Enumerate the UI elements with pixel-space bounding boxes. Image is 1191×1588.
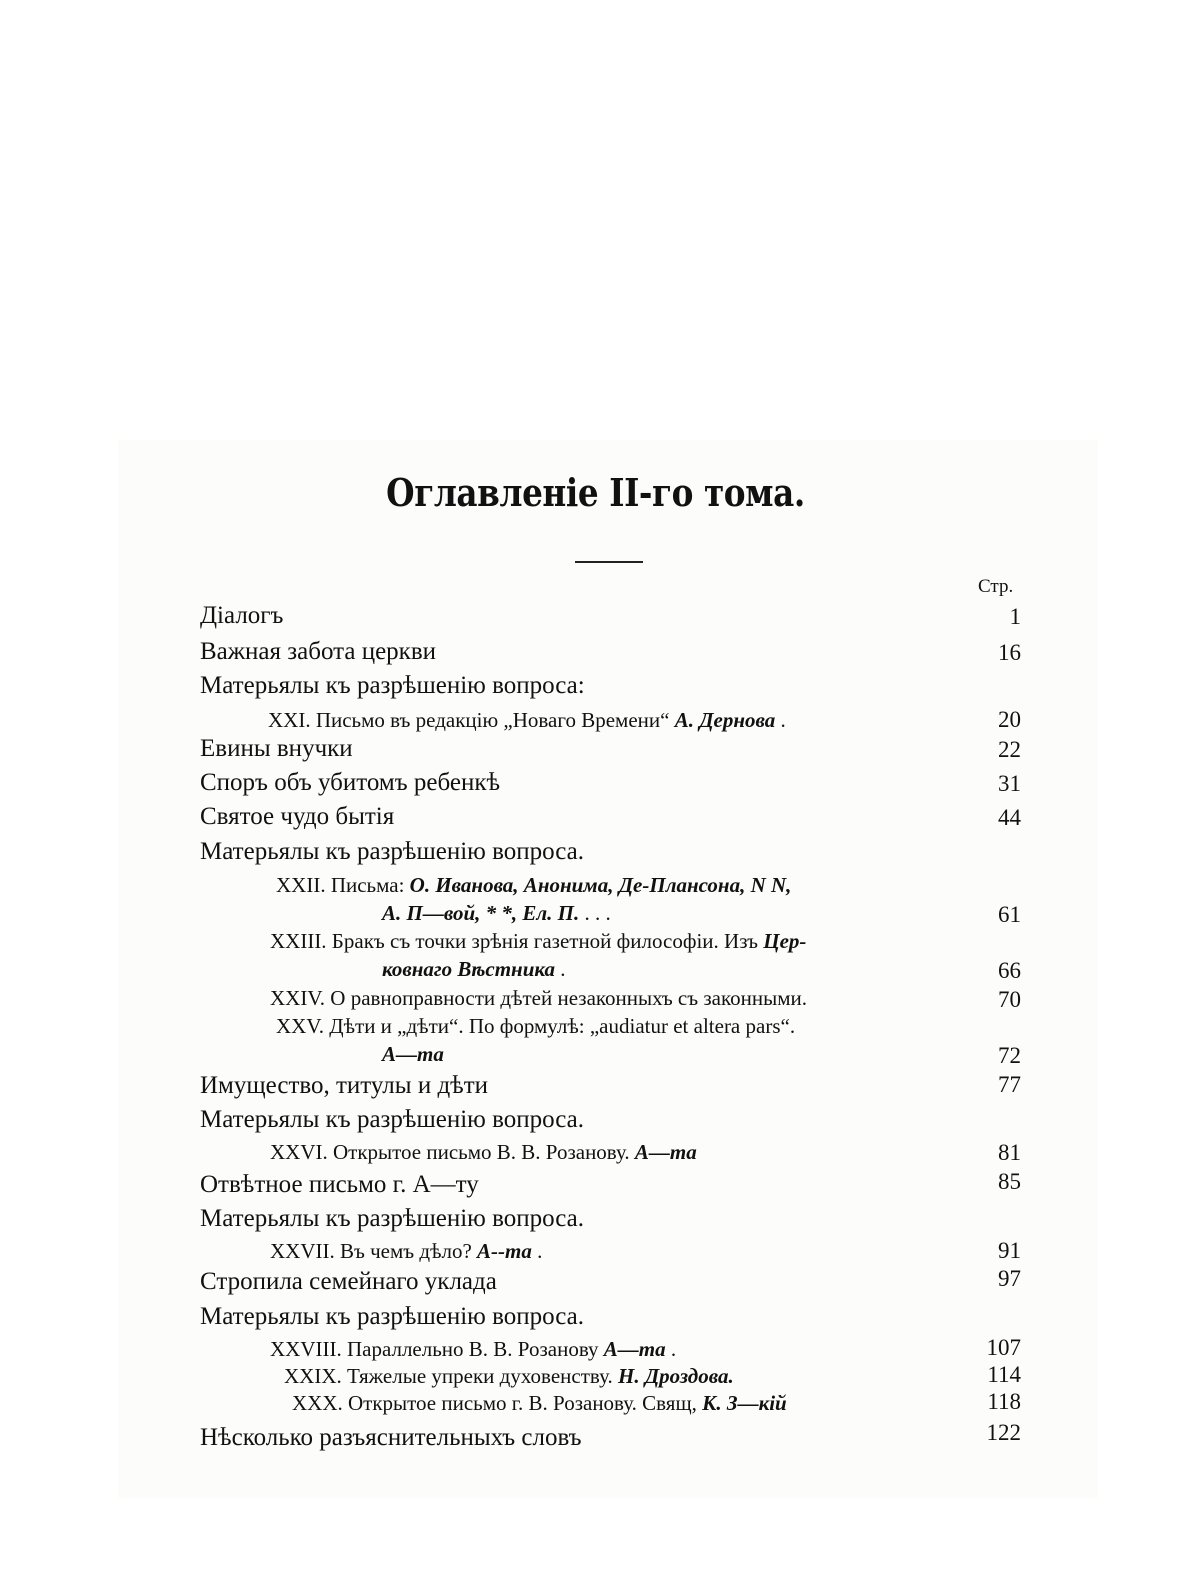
author: А—та xyxy=(382,1042,444,1066)
toc-page-number: 22 xyxy=(998,737,1021,762)
toc-page-number: 20 xyxy=(998,707,1021,732)
toc-page-number: 70 xyxy=(998,987,1021,1012)
toc-entry: Стропила семейнаго уклада xyxy=(200,1268,497,1295)
toc-page-number: 107 xyxy=(986,1335,1021,1360)
page-title: Оглавленiе II-го тома. xyxy=(386,470,805,515)
toc-entry: Евины внучки xyxy=(200,735,353,762)
toc-subentry: XXIV. О равноправности дѣтей незаконныхъ съ законными. xyxy=(270,986,807,1010)
toc-entry: Споръ объ убитомъ ребенкѣ xyxy=(200,769,501,796)
toc-subentry: XXX. Открытое письмо г. В. Розанову. Свящ, К. З—кiй xyxy=(292,1391,787,1415)
toc-subentry-continued: А. П—вой, * *, Ел. П. . . . xyxy=(382,901,611,925)
toc-page-number: 81 xyxy=(998,1140,1021,1165)
toc-page-number: 44 xyxy=(998,805,1021,830)
toc-section-heading: Матерьялы къ разрѣшенiю вопроса: xyxy=(200,672,585,699)
toc-entry: Важная забота церкви xyxy=(200,638,437,665)
toc-subentry-continued: ковнаго Вѣстника . xyxy=(382,957,566,981)
toc-subentry: XXVIII. Параллельно В. В. Розанову А—та . xyxy=(270,1337,677,1361)
toc-section-heading: Матерьялы къ разрѣшенiю вопроса. xyxy=(200,1303,584,1330)
author: А—та xyxy=(603,1337,666,1361)
toc-page-number: 97 xyxy=(998,1266,1021,1291)
toc-entry: Отвѣтное письмо г. А—ту xyxy=(200,1171,479,1198)
toc-entry: Нѣсколько разъяснительныхъ словъ xyxy=(200,1424,582,1451)
toc-page-number: 77 xyxy=(998,1072,1021,1097)
toc-subentry: XXVII. Въ чемъ дѣло? А--та . xyxy=(270,1239,543,1263)
toc-section-heading: Матерьялы къ разрѣшенiю вопроса. xyxy=(200,1205,584,1232)
toc-page-number: 122 xyxy=(986,1420,1021,1445)
toc-subentry: XXIII. Бракъ съ точки зрѣнiя газетной философiи. Изъ Цер- xyxy=(270,929,807,953)
toc-section-heading: Матерьялы къ разрѣшенiю вопроса. xyxy=(200,838,584,865)
page-column-label: Стр. xyxy=(978,576,1014,597)
author: ковнаго Вѣстника xyxy=(382,957,556,981)
toc-subentry: XXVI. Открытое письмо В. В. Розанову. А—та xyxy=(270,1140,697,1164)
toc-page-number: 31 xyxy=(998,771,1021,796)
author: А. Дернова xyxy=(674,708,776,732)
toc-entry: Дiалогъ xyxy=(200,602,284,629)
toc-page-number: 61 xyxy=(998,902,1021,927)
author: А. П—вой, * *, Ел. П. xyxy=(382,901,580,925)
author: А--та xyxy=(477,1239,532,1263)
toc-entry: Святое чудо бытiя xyxy=(200,803,395,830)
toc-page-number: 118 xyxy=(987,1389,1021,1414)
toc-page-number: 16 xyxy=(998,640,1021,665)
author: А—та xyxy=(634,1140,697,1164)
toc-page-number: 91 xyxy=(998,1238,1021,1263)
toc-section-heading: Матерьялы къ разрѣшенiю вопроса. xyxy=(200,1106,584,1133)
toc-subentry: XXIX. Тяжелые упреки духовенству. Н. Дроздова. xyxy=(284,1364,734,1388)
toc-subentry-continued xyxy=(382,1042,444,1067)
toc-entry: Имущество, титулы и дѣти xyxy=(200,1072,489,1099)
author: Цер- xyxy=(763,929,807,953)
toc-subentry: XXII. Письма: О. Иванова, Анонима, Де-Плансона, N N, xyxy=(276,873,792,897)
toc-page-number: 72 xyxy=(998,1043,1021,1068)
toc-subentry: XXI. Письмо въ редакцiю „Новаго Времени“ А. Дернова . xyxy=(268,708,786,732)
toc-page-number: 66 xyxy=(998,958,1021,983)
toc-subentry: XXV. Дѣти и „дѣти“. По формулѣ: „audiatur et altera pars“. xyxy=(276,1014,796,1038)
toc-page-number: 85 xyxy=(998,1169,1021,1194)
toc-page-number: 114 xyxy=(987,1362,1021,1387)
toc-page-number: 1 xyxy=(1009,604,1021,629)
author: Н. Дроздова. xyxy=(617,1364,734,1388)
author: О. Иванова, Анонима, Де-Плансона, N N, xyxy=(409,873,792,897)
author: К. З—кiй xyxy=(702,1391,787,1415)
